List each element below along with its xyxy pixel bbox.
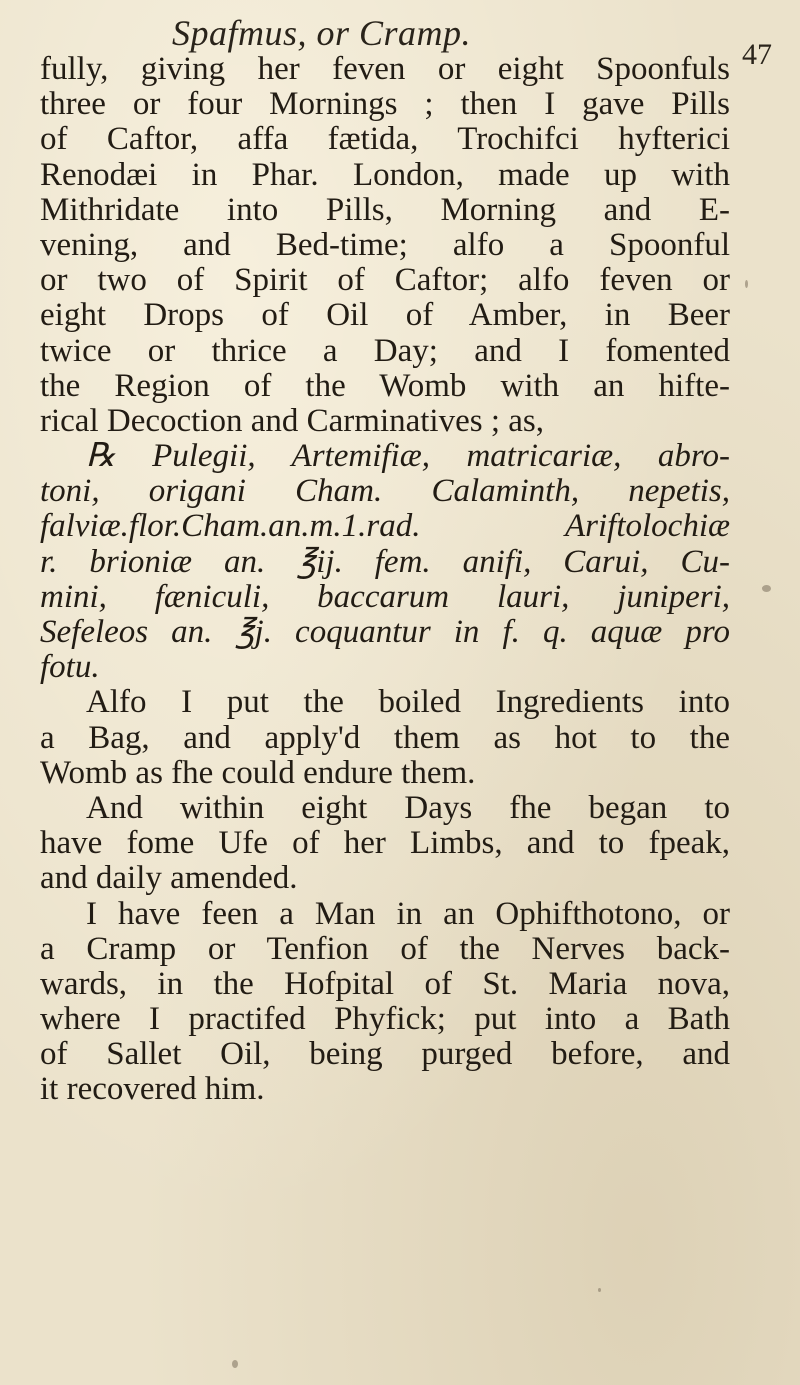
text-line: Womb as fhe could endure them. — [40, 755, 476, 791]
text-line: fully, giving her feven or eight Spoonfuls — [40, 52, 730, 87]
text-line: of Caftor, affa fætida, Trochifci hyfterici — [40, 122, 730, 158]
text-line: and daily amended. — [40, 861, 298, 897]
paper-speck — [598, 1288, 601, 1292]
text-line: And within eight Days fhe began to — [86, 790, 730, 826]
recipe-line: mini, fæniculi, baccarum lauri, juniperi, — [40, 579, 730, 615]
text-line: Renodæi in Phar. London, made up with — [40, 157, 730, 193]
text-line: Mithridate into Pills, Morning and E- — [40, 192, 730, 228]
text-line: rical Decoction and Carminatives ; as, — [40, 403, 544, 439]
recipe-line: fotu. — [40, 650, 100, 686]
recipe-line: Sefeleos an. ℥j. coquantur in f. q. aquæ pro — [40, 615, 730, 650]
text-line: a Bag, and apply'd them as hot to the — [40, 720, 730, 756]
recipe-line: falviæ.flor.Cham.an.m.1.rad. Ariftolochiæ — [40, 509, 730, 545]
text-line: Alfo I put the boiled Ingredients into — [86, 685, 730, 721]
text-line: wards, in the Hofpital of St. Maria nova, — [40, 966, 730, 1002]
page-number: 47 — [742, 38, 772, 71]
text-line: three or four Mornings ; then I gave Pills — [40, 87, 730, 123]
text-line: have fome Ufe of her Limbs, and to fpeak, — [40, 826, 730, 862]
text-line: I have feen a Man in an Ophifthotono, or — [86, 896, 730, 932]
paper-speck — [232, 1360, 238, 1368]
text-line: twice or thrice a Day; and I fomented — [40, 333, 730, 369]
body-text — [40, 52, 730, 1108]
running-head-title: Spafmus, or Cramp. — [172, 13, 472, 53]
recipe-line: r. brioniæ an. ℥ij. fem. anifi, Carui, Cu- — [40, 544, 730, 580]
recipe-line: ℞ Pulegii, Artemifiæ, matricariæ, abro- — [86, 439, 730, 475]
text-line: a Cramp or Tenfion of the Nerves back- — [40, 931, 730, 967]
paper-speck — [745, 280, 748, 288]
text-line: the Region of the Womb with an hifte- — [40, 368, 730, 404]
text-line: it recovered him. — [40, 1072, 265, 1108]
text-line: where I practifed Phyfick; put into a Bath — [40, 1002, 730, 1038]
text-line: vening, and Bed-time; alfo a Spoonful — [40, 227, 730, 263]
text-line: eight Drops of Oil of Amber, in Beer — [40, 298, 730, 334]
text-line: of Sallet Oil, being purged before, and — [40, 1037, 730, 1073]
recipe-line: toni, origani Cham. Calaminth, nepetis, — [40, 474, 730, 510]
text-line: or two of Spirit of Caftor; alfo feven or — [40, 263, 730, 299]
paper-speck — [762, 585, 771, 592]
